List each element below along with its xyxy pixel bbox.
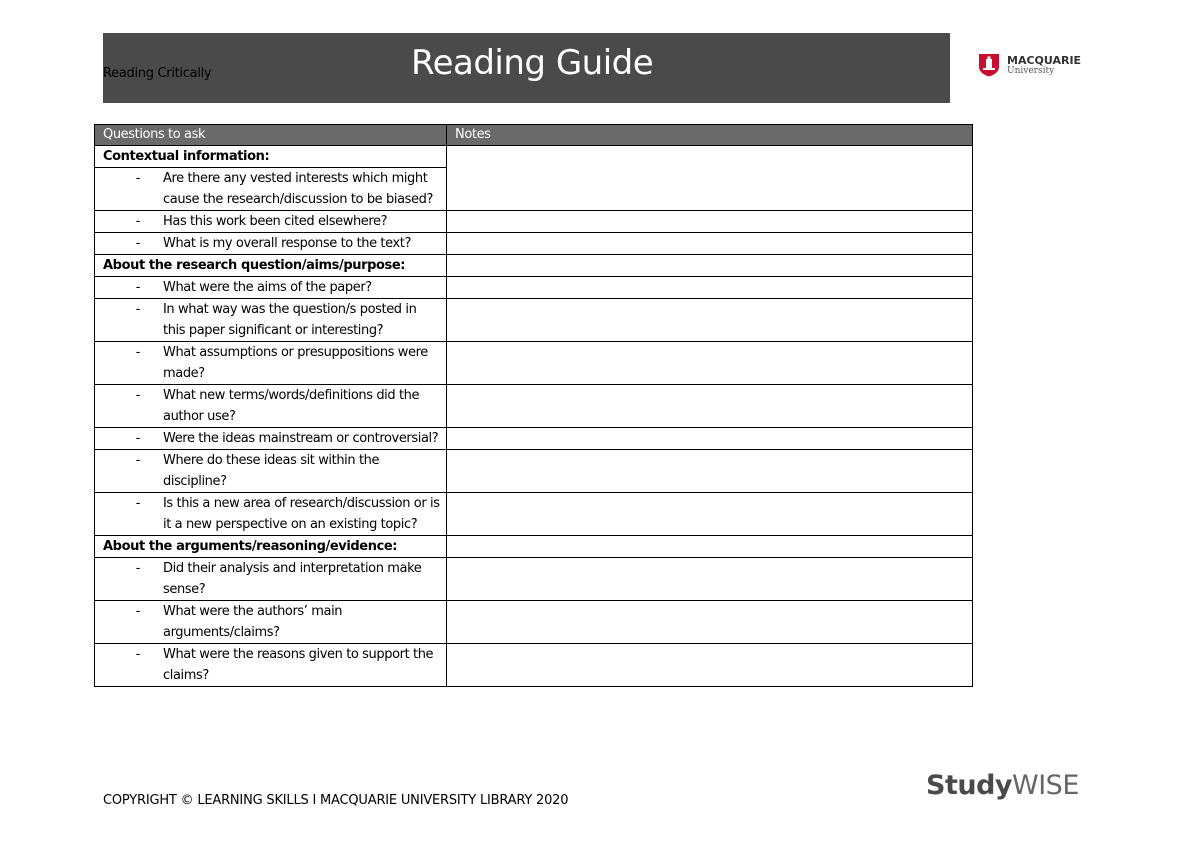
section-heading-row [95, 536, 973, 558]
question-text: Where do these ideas sit within the discipline? [163, 453, 380, 489]
bullet-dash: - [135, 214, 140, 229]
question-cell [95, 428, 447, 450]
questions-column-header: Questions to ask [95, 125, 447, 146]
question-text: Is this a new area of research/discussion or is it a new perspective on an existing topic? [163, 496, 440, 532]
table-header-row [95, 125, 973, 146]
reading-guide-table [94, 124, 973, 687]
notes-cell[interactable] [447, 601, 973, 644]
notes-cell[interactable] [447, 342, 973, 385]
question-text: Has this work been cited elsewhere? [163, 214, 388, 229]
section-heading: About the research question/aims/purpose: [95, 255, 447, 277]
section-heading: About the arguments/reasoning/evidence: [95, 536, 447, 558]
section-heading-row [95, 255, 973, 277]
notes-cell[interactable] [447, 146, 973, 211]
notes-cell[interactable] [447, 493, 973, 536]
section-heading-row [95, 146, 973, 168]
question-cell [95, 233, 447, 255]
table-row [95, 385, 973, 428]
notes-cell[interactable] [447, 385, 973, 428]
bullet-dash: - [135, 302, 140, 317]
table-row [95, 342, 973, 385]
question-text: What assumptions or presuppositions were made? [163, 345, 428, 381]
question-cell [95, 342, 447, 385]
question-text: What were the authors’ main arguments/claims? [163, 604, 343, 640]
table-row [95, 277, 973, 299]
question-cell [95, 558, 447, 601]
table-row [95, 644, 973, 687]
bullet-dash: - [135, 388, 140, 403]
page-title: Reading Guide [411, 43, 654, 83]
bullet-dash: - [135, 561, 140, 576]
university-crest-icon [978, 53, 1000, 77]
brand-study: Study [926, 770, 1013, 801]
bullet-dash: - [135, 345, 140, 360]
bullet-dash: - [135, 604, 140, 619]
bullet-dash: - [135, 171, 140, 186]
question-cell [95, 168, 447, 211]
notes-cell[interactable] [447, 211, 973, 233]
bullet-dash: - [135, 236, 140, 251]
question-cell [95, 450, 447, 493]
bullet-dash: - [135, 280, 140, 295]
studywise-logo [926, 770, 1079, 801]
notes-cell[interactable] [447, 558, 973, 601]
notes-column-header: Notes [447, 125, 973, 146]
question-cell [95, 385, 447, 428]
brand-wise: WISE [1012, 770, 1079, 801]
section-heading: Contextual information: [95, 146, 447, 168]
question-text: What were the aims of the paper? [163, 280, 372, 295]
question-cell [95, 299, 447, 342]
notes-cell[interactable] [447, 299, 973, 342]
notes-cell[interactable] [447, 428, 973, 450]
notes-cell[interactable] [447, 536, 973, 558]
question-text: What new terms/words/definitions did the author use? [163, 388, 420, 424]
question-cell [95, 211, 447, 233]
notes-cell[interactable] [447, 277, 973, 299]
bullet-dash: - [135, 496, 140, 511]
macquarie-logo [978, 52, 1081, 78]
question-cell [95, 277, 447, 299]
question-text: What were the reasons given to support the claims? [163, 647, 434, 683]
table-row [95, 211, 973, 233]
notes-cell[interactable] [447, 644, 973, 687]
notes-cell[interactable] [447, 233, 973, 255]
copyright-notice: COPYRIGHT © LEARNING SKILLS I MACQUARIE UNIVERSITY LIBRARY 2020 [103, 793, 569, 808]
table-row [95, 233, 973, 255]
question-text: What is my overall response to the text? [163, 236, 411, 251]
table-row [95, 493, 973, 536]
table-row [95, 558, 973, 601]
banner-subtitle: Reading Critically [103, 66, 212, 81]
table-row [95, 428, 973, 450]
question-text: Are there any vested interests which might cause the research/discussion to be biased? [163, 171, 433, 207]
question-text: In what way was the question/s posted in this paper significant or interesting? [163, 302, 417, 338]
logo-name: MACQUARIE [1007, 53, 1082, 67]
question-cell [95, 644, 447, 687]
bullet-dash: - [135, 453, 140, 468]
title-banner [103, 33, 950, 103]
table-row [95, 299, 973, 342]
table-row [95, 450, 973, 493]
notes-cell[interactable] [447, 255, 973, 277]
question-text: Were the ideas mainstream or controversial? [163, 431, 439, 446]
question-cell [95, 601, 447, 644]
question-text: Did their analysis and interpretation make sense? [163, 561, 422, 597]
bullet-dash: - [135, 431, 140, 446]
question-cell [95, 493, 447, 536]
logo-subtext: University [1007, 65, 1055, 76]
bullet-dash: - [135, 647, 140, 662]
notes-cell[interactable] [447, 450, 973, 493]
table-body [95, 146, 973, 687]
table-row [95, 601, 973, 644]
